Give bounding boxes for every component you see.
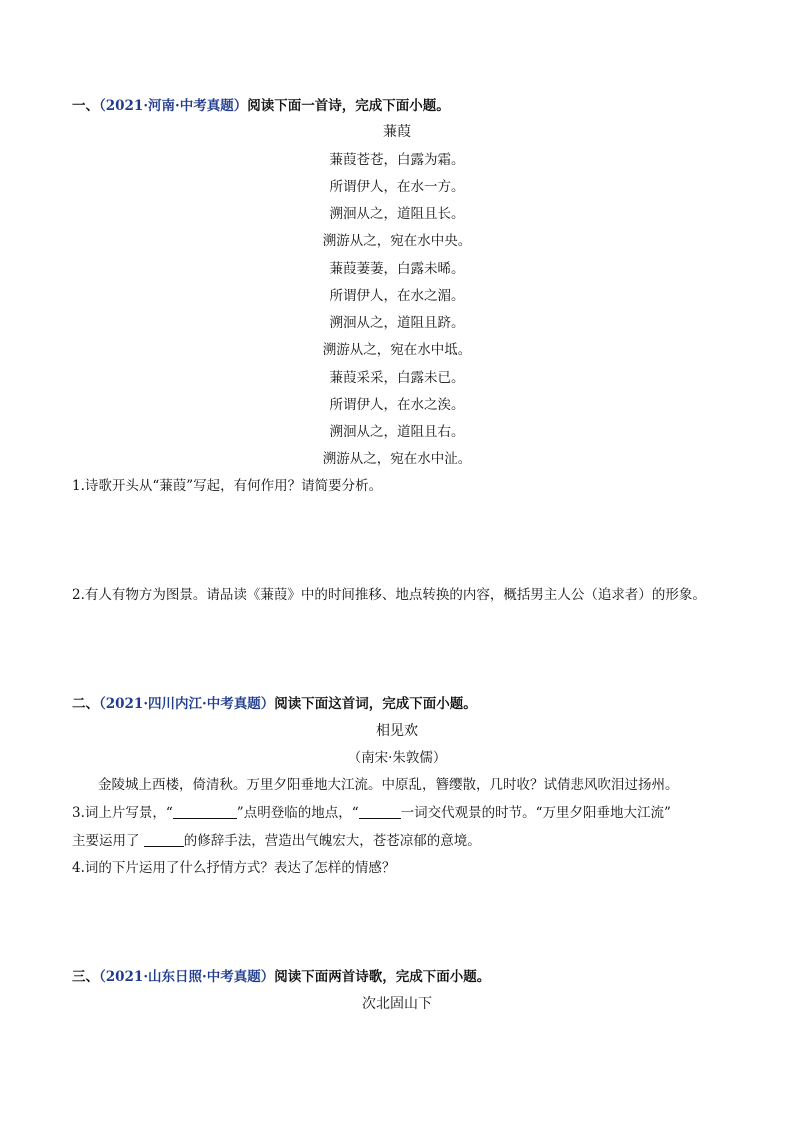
poem-1-line: 溯洄从之，道阻且跻。 (329, 315, 465, 331)
poem-2-text: 金陵城上西楼，倚清秋。万里夕阳垂地大江流。中原乱，簪缨散，几时收？试倩悲风吹泪过扬州。 (98, 777, 679, 793)
poem-1-line: 所谓伊人，在水之涘。 (329, 397, 465, 413)
section-1-index: 一、 (72, 98, 99, 114)
question-3-text: 的修辞手法，营造出气魄宏大，苍苍凉郁的意境。 (183, 833, 481, 849)
question-3-text: 一词交代观景的时节。“万里夕阳垂地大江流” (400, 805, 671, 821)
poem-1-line: 蒹葭采采，白露未已。 (329, 370, 465, 386)
section-3-source: （2021·山东日照·中考真题） (99, 969, 275, 985)
question-2: 2.有人有物方为图景。请品读《蒹葭》中的时间推移、地点转换的内容，概括男主人公（追求者）的形象。 (72, 587, 706, 603)
section-3-instruction: 阅读下面两首诗歌，完成下面小题。 (274, 969, 491, 985)
section-2-index: 二、 (72, 696, 99, 712)
poem-1-line: 溯游从之，宛在水中央。 (322, 233, 472, 249)
question-1: 1.诗歌开头从“蒹葭”写起，有何作用？请简要分析。 (72, 478, 383, 494)
question-3-text: ”点明登临的地点，“ (236, 805, 359, 821)
question-3-text: 主要运用了 (72, 833, 144, 849)
question-3-line-1 (72, 803, 671, 823)
answer-blank[interactable] (144, 832, 184, 847)
question-3-text: 3.词上片写景，“ (72, 805, 173, 821)
question-3-line-2 (72, 831, 481, 851)
poem-2-title: 相见欢 (376, 723, 418, 739)
poem-1-title: 蒹葭 (383, 124, 411, 140)
poem-1-line: 所谓伊人，在水一方。 (329, 179, 465, 195)
section-1-source: （2021·河南·中考真题） (99, 98, 248, 114)
section-3-index: 三、 (72, 969, 99, 985)
poem-1-line: 溯洄从之，道阻且长。 (329, 206, 465, 222)
poem-1-line: 溯洄从之，道阻且右。 (329, 424, 465, 440)
poem-2-author: （南宋·朱敦儒） (347, 750, 447, 766)
poem-1-line: 蒹葭萋萋，白露未晞。 (329, 261, 465, 277)
poem-1-line: 溯游从之，宛在水中沚。 (322, 451, 472, 467)
section-1-heading (72, 96, 450, 116)
poem-1-line: 所谓伊人，在水之湄。 (329, 288, 465, 304)
answer-blank[interactable] (359, 804, 401, 819)
section-2-source: （2021·四川内江·中考真题） (99, 696, 275, 712)
answer-blank[interactable] (173, 804, 237, 819)
poem-3-title: 次北固山下 (362, 996, 432, 1012)
poem-1-line: 蒹葭苍苍，白露为霜。 (329, 152, 465, 168)
question-4: 4.词的下片运用了什么抒情方式？表达了怎样的情感？ (72, 860, 396, 876)
section-2-instruction: 阅读下面这首词，完成下面小题。 (274, 696, 477, 712)
section-2-heading (72, 694, 477, 714)
section-1-instruction: 阅读下面一首诗，完成下面小题。 (247, 98, 450, 114)
section-3-heading (72, 967, 490, 987)
poem-1-line: 溯游从之，宛在水中坻。 (322, 342, 472, 358)
